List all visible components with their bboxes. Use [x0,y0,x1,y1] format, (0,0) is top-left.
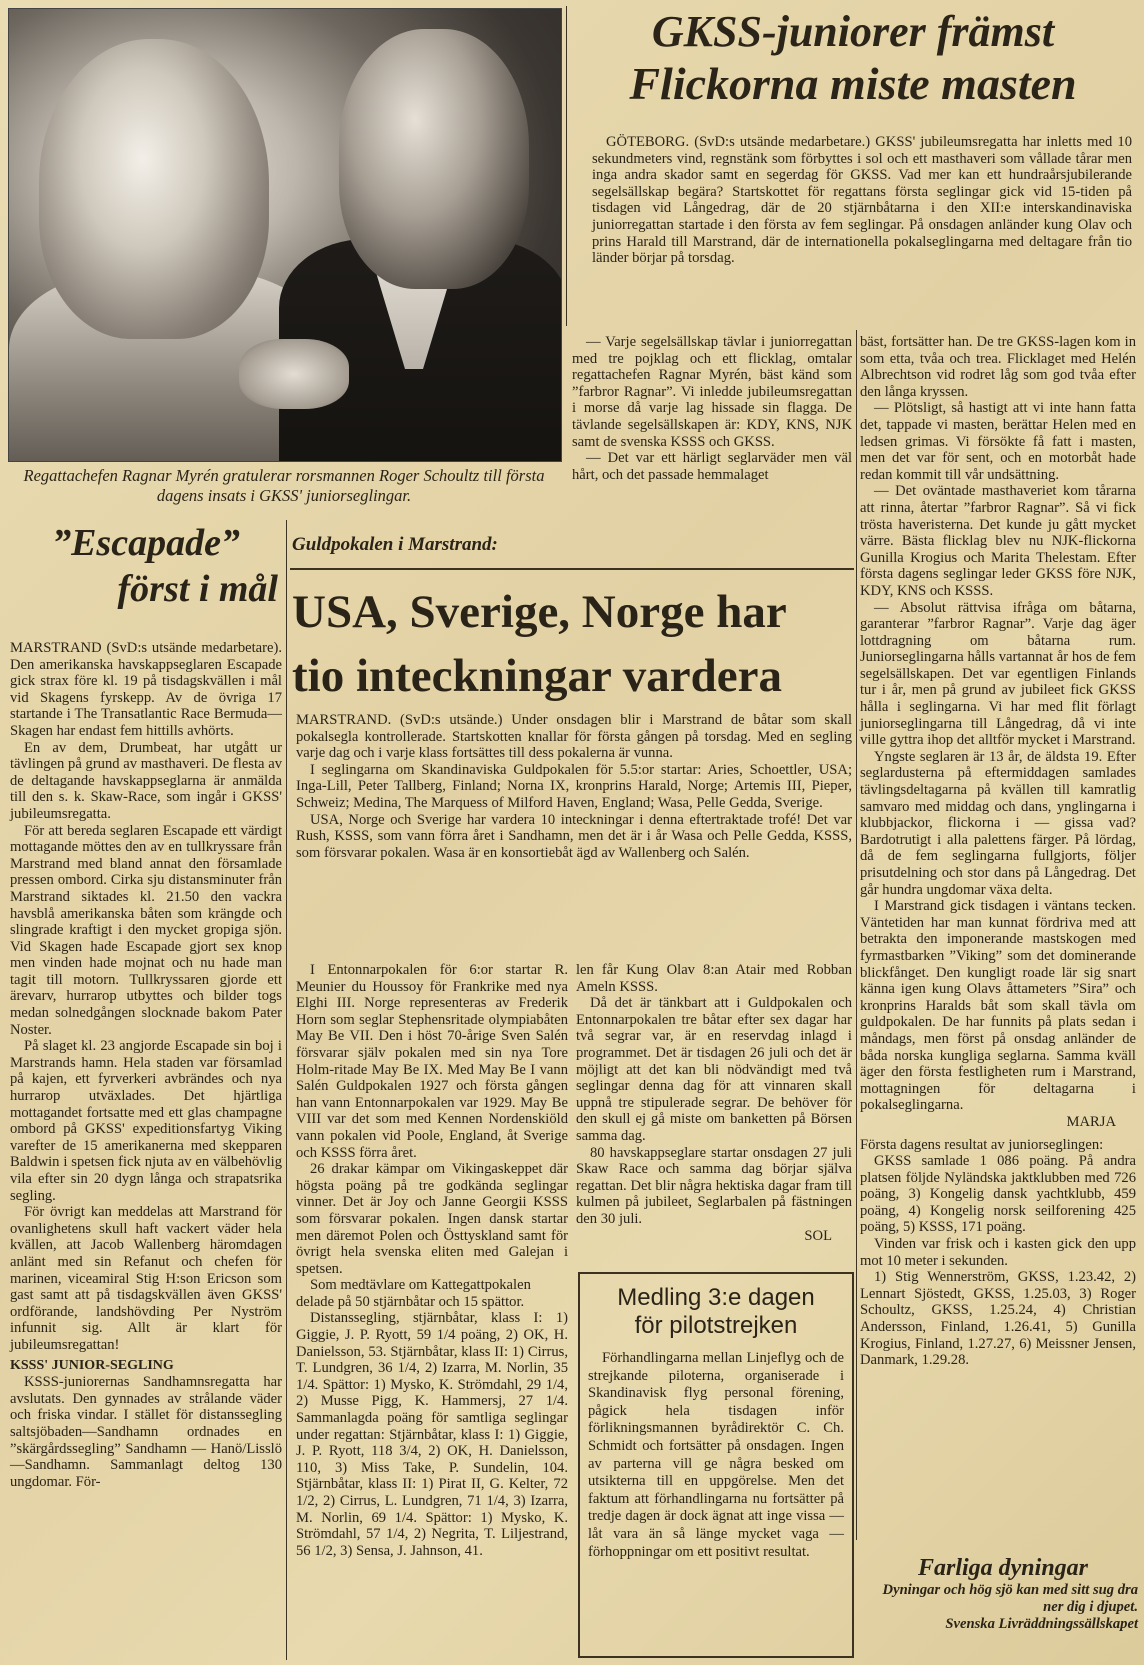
farliga-source: Svenska Livräddningssällskapet [945,1616,1138,1632]
medling-title [580,1284,852,1340]
photo-handshake [239,339,349,409]
guldpokalen-col-b-p3: 80 havskappseglare startar onsdagen 27 juli Skaw Race och samma dag börjar själva regattan. Det blir några hektiska dagar fram till kulmen på jubileet, Seglarbalen på fästningen den 30 juli. [576,1144,852,1227]
escapade-p4: På slaget kl. 23 angjorde Escapade sin boj i Marstrands hamn. Hela staden var församlad på kajen, ett fyrverkeri avbrändes och nya hurrarop utväxlades. Det hjärtliga mottagandet fortsatte med ett glas champagne ombord på GKSS' expeditionsfartyg Viking varefter de 15 amerikanerna med skepparen Baldwin i spetsen fick njuta av en välbehövlig vila efter sin 20 dygn långa och strapatsrika segling. [10,1038,282,1204]
results-intro: Första dagens resultat av juniorseglingen: [860,1136,1104,1153]
main-headline-line1: GKSS-juniorer främst [651,7,1055,56]
guldpokalen-lead [296,712,852,861]
guldpokalen-kicker: Guldpokalen i Marstrand: [292,534,498,555]
guldpokalen-lead-p2: I seglingarna om Skandinaviska Guldpokalen för 5.5:or startar: Aries, Schoettler, USA; Inga-Lill, Peter Tallberg, Finland; Norna IX, kronprins Harald, Norge; Artemis III, Pieper, Schweiz; Medina, The Marquess of Milford Haven, England; Wasa, Pelle Gedda, Sverige. [296,761,852,811]
farliga-text: Dyningar och hög sjö kan med sitt sug dra ner dig i djupet. [882,1582,1138,1615]
medling-box [578,1272,854,1658]
guldpokalen-col-a-p1: I Entonnarpokalen för 6:or startar R. Meunier du Houssoy för Frankrike med nya Elghi III. Norge representeras av Frederik Horn som seglar Stephensritade olympiabåten May Be VII. Den i höst 70-årige Sven Salén försvarar själv pokalen med sin nya Tore Holm-ritade May Be IX. Med May Be I vann Salén Guldpokalen 1927 och första gången han vann Entonnarpokalen var 1929. May Be VIII var det som med Kennen Nordenskiöld vann pokalen vid Poole, England, åt Sverige och KSSS förra året. [296,962,568,1161]
results-p2: Vinden var frisk och i kasten gick den upp mot 10 meter i sekunden. [860,1236,1136,1269]
farliga-title: Farliga dyningar [917,1555,1089,1581]
main-headline-line2: Flickorna miste masten [629,58,1077,109]
photo-regatta-handshake [8,8,562,462]
guldpokalen-lead-p3: USA, Norge och Sverige har vardera 10 inteckningar i denna eftertraktade trofé! Det var Rush, KSSS, som vann förra året i Sandhamn, men det är i år Wasa och Pelle Gedda, KSSS, som försvarar pokalen. Wasa är en konsortiebåt ägd av Wallenberg och Salén. [296,811,852,861]
escapade-p2: En av dem, Drumbeat, har utgått ur tävlingen på grund av masthaveri. De flesta av de deltagande havskappseglarna är anmälda till den s. k. Skaw-Race, som ingår i GKSS' jubileumsregatta. [10,739,282,822]
main-col2-p1: bäst, fortsätter han. De tre GKSS-lagen kom in som etta, tvåa och trea. Flicklaget med Helén Albrechtson vid rodret låg som god tvåa efter den långa kryssen. [860,334,1136,400]
guldpokalen-headline-line2: tio inteckningar vardera [292,650,782,702]
results-p1: GKSS samlade 1 086 poäng. På andra platsen följde Nyländska jaktklubben med 726 poäng, 3) Kongelig dansk yachtklubb, 459 poäng, 4) Kongelig norsk seilforening 425 poäng, 5) KSSS, 171 poäng. [860,1153,1136,1236]
main-col2-p2: — Plötsligt, så hastigt att vi inte hann fatta det, tappade vi masten, berättar Helen med en ledsen grimas. Vi försökte få fatt i masten, men det var för sent, och en motorbåt hade redan kommit till vår undsättning. [860,400,1136,483]
main-col2-p5: Yngste seglaren är 13 år, de äldsta 19. Efter seglardusterna på eftermiddagen samlades tävlingsdeltagarna på kvällen till kamratlig samvaro med middag och dans, ynglingarna i klubbjackor, flickorna i — gissa vad? Bardotrutigt i alla palettens färger. På lördag, då de fem seglingarna fullgjorts, följer prisutdelning och stor dans på Långedrag. Det går hundra ungdomar växa delta. [860,748,1136,898]
escapade-p5: För övrigt kan meddelas att Marstrand för ovanlighetens skull haft vackert väder hela kvällen, att Jacob Wallenberg häromdagen anlänt med sin Refanut och chefen för marinen, viceamiral Stig H:son Ericson som gast samt att på tisdagskvällen även GKSS' ordförande, landshövding Per Nyström infunnit sig. Allt är klart för jubileumsregattan! [10,1204,282,1353]
column-rule [286,520,287,1660]
photo-figure-right-head [339,29,529,289]
guldpokalen-col-a [296,962,568,1559]
photo-figure-left-head [39,39,269,339]
main-col1-p1: — Varje segelsällskap tävlar i juniorregattan med tre pojklag och ett flicklag, omtalar regattachefen Ragnar Myrén, bäst känd som ”farbror Ragnar”. Vi inledde jubileumsregattan i morse då varje lag hissade sin flagga. De tävlande segelsällskapen är: KDY, KNS, NJK samt de svenska KSSS och GKSS. [572,334,852,450]
guldpokalen-signature: SOL [804,1227,832,1244]
column-rule [566,6,567,326]
medling-title-line1: Medling 3:e dagen [617,1284,815,1311]
main-col2 [860,334,1136,1369]
escapade-headline-line2: först i mål [117,568,278,610]
guldpokalen-col-a-p4: delade på 50 stjärnbåtar och 15 spättor. [296,1293,525,1310]
escapade-p3: För att bereda seglaren Escapade ett värdigt mottagande möttes den av en tullkryssare från Marstrand med bland annat den församlade pressen ombord. Cirka sju distansminuter från Marstrand siktades kl. 21.50 den vackra havsblå amerikanska båten som krängde och slingrade kraftigt i den mycket gropiga sjön. Vid Skagen hade Escapade gjort sex knop men vinden hade mojnat och nu hade man tagit till motorn. Tullkryssaren gjorde ett ärevarv, hurrarop utbyttes och bilder togs medan solnedgången slocknade bakom Pater Noster. [10,822,282,1038]
main-col2-p4: — Absolut rättvisa ifråga om båtarna, garanterar ”farbror Ragnar”. Varje dag äger lottdragning om båtarna rum. Juniorseglingarna hålls vartannat år hos de fem segelsällskapen. Det var egentligen Finlands tur i år, men på grund av jubileet fick GKSS hålla i seglingarna. Vi har med flit förlagt juniorseglingarna till Långedrag, då vi inte ville gyttra ihop det alltför mycket i Marstrand. [860,599,1136,749]
column-rule [856,330,857,1540]
ksss-p1: KSSS-juniorernas Sandhamnsregatta har avslutats. Den gynnades av strålande väder och friska vindar. I stället för distanssegling saltsjöbaden—Sandhamn ordnades en ”skärgårdssegling” Sandhamn — Hanö/Lisslö —Sandhamn. Sammanlagt deltog 130 ungdomar. För- [10,1374,282,1490]
main-col2-p6: I Marstrand gick tisdagen i väntans tecken. Väntetiden har man kunnat fördriva med att betrakta den imponerande mastskogen med fyrmastbarken ”Viking” som det dominerande blickfånget. Den kungligt roade lär sig snart känna igen kung Olavs åttameters ”Sira” och kronprins Haralds båt som skall tävla om guldpokalen. De har funnits på plats sedan i måndags, men först på onsdag anländer de båda norska kungliga seglarna. Samma kväll äger den första festligheten rum i Marstrand, mottagningen för deltagarna i pokalseglingarna. [860,898,1136,1114]
guldpokalen-col-a-p3: Som medtävlare om Kattegattpokalen [310,1277,531,1294]
guldpokalen-headline-line1: USA, Sverige, Norge har [292,586,787,638]
headline-rule [290,568,854,570]
photo-caption: Regattachefen Ragnar Myrén gratulerar rorsmannen Roger Schoultz till första dagens insats i GKSS' juniorseglingar. [23,466,545,505]
main-headline [570,6,1136,110]
main-col1-p2: — Det var ett härligt seglarväder men väl hårt, och det passade hemmalaget [572,450,852,483]
main-col2-p3: — Det oväntade masthaveriet kom tårarna att rinna, återtar ”farbror Ragnar”. Så vi fick trösta haveristerna. Det kunde ju gått mycket värre. Bästa flicklag blev nu NJK-flickorna Gunilla Krogius och Marita Thelestam. Efter första dagens seglingar leder GKSS före NJK, KDY, KNS och KSSS. [860,483,1136,599]
results-p3: 1) Stig Wennerström, GKSS, 1.23.42, 2) Lennart Sjöstedt, GKSS, 1.25.03, 3) Roger Schoultz, GKSS, 1.25.24, 4) Christian Andersson, Finland, 1.26.41, 5) Gunilla Krogius, Finland, 1.27.27, 6) Meissner Jensen, Danmark, 1.29.28. [860,1269,1136,1369]
main-lead-text: GÖTEBORG. (SvD:s utsände medarbetare.) GKSS' jubileumsregatta har inletts med 10 sekundmeters vind, regnstänk som förbyttes i sol och ett masthaveri som vållade tårar men inga andra skador samt en segerdag för GKSS. Vad mer kan ett hundraårsjubilerande segelsällskap begära? Startskottet för regattans första seglingar gick vid 15-tiden på tisdagen vid Långedrag, där de 20 stjärnbåtarna i den XII:e interskandinaviska juniorregattan startade i den första av fem seglingar. På onsdagen anländer kung Olav och prins Harald till Marstrand, där de internationella pokalseglingarna med deltagare från tio länder börjar på torsdag. [592,134,1132,267]
escapade-p1: MARSTRAND (SvD:s utsände medarbetare). Den amerikanska havskappseglaren Escapade gick strax före kl. 19 på tisdagskvällen i mål vid Skagens fyrskepp. Av de övriga 17 startande i The Transatlantic Race Bermuda—Skagen har endast fem hittills avhörts. [10,640,282,739]
medling-body [580,1350,852,1561]
main-signature: MARJA [1066,1113,1116,1130]
guldpokalen-col-b-p2: Då det är tänkbart att i Guldpokalen och Entonnarpokalen tre båtar efter sex dagar har två segrar var, är en reservdag inlagd i programmet. Det är tisdagen 26 juli och det är möjligt att det kan bli nödvändigt med två seglingar denna dag för att vinnaren skall uppnå tre stipulerade segrar. De behöver för den skull ej gå miste om banketten på Börsen samma dag. [576,995,852,1144]
guldpokalen-col-a-p2: 26 drakar kämpar om Vikingaskeppet där högsta poäng på tre godkända seglingar vinner. Det är Joy och Janne Georgii KSSS som försvarar pokalen. Ingen dansk startar men däremot Polen och Östtyskland samt för övrigt hela svenska eliten med Galejan i spetsen. [296,1161,568,1277]
guldpokalen-col-b [576,962,852,1244]
medling-text: Förhandlingarna mellan Linjeflyg och de strejkande piloterna, organiserade i Skandinavisk flyg personal förening, pågick hela tisdagen inför förlikningsmannen byrådirektör C. Ch. Schmidt och fortsätter på onsdagen. Ingen av parterna vill ge några besked om utsikterna till en uppgörelse. Men det faktum att förhandlingarna nu fortsätter på tredje dagen är dock ägnat att inge vissa — låt vara än så länge mycket vaga — förhoppningar om ett positivt resultat. [588,1350,844,1560]
guldpokalen-lead-p1: MARSTRAND. (SvD:s utsände.) Under onsdagen blir i Marstrand de båtar som skall pokalsegla kontrollerade. Startskotten knallar för första gången på torsdag. Med en segling varje dag och i varje klass fortsättes till dess pokalerna är vunna. [296,712,852,762]
escapade-headline [8,520,284,612]
escapade-body [10,640,282,1490]
escapade-headline-line1: ”Escapade” [52,522,240,564]
ksss-subhead: KSSS' JUNIOR-SEGLING [10,1357,174,1373]
medling-title-line2: för pilotstrejken [634,1312,798,1339]
farliga-notice [864,1555,1142,1633]
guldpokalen-col-b-p1: len får Kung Olav 8:an Atair med Robban Ameln KSSS. [576,962,852,995]
guldpokalen-headline [292,580,852,708]
main-lead [592,134,1132,267]
guldpokalen-col-a-p5: Distanssegling, stjärnbåtar, klass I: 1) Giggie, J. P. Ryott, 59 1/4 poäng, 2) OK, H. Danielsson, 53. Stjärnbåtar, klass II: 1) Cirrus, T. Lundgren, 36 1/4, 2) Izarra, M. Norlin, 35 1/4. Spättor: 1) Mysko, K. Strömdahl, 29 1/4, 2) Musse Pigg, K. Hammersj, 27 1/4. Sammanlagda poäng för samtliga seglingar under regattan: Stjärnbåtar, klass I: 1) Giggie, J. P. Ryott, 118 3/4, 2) OK, H. Danielsson, 110, 3) Miss Take, P. Sundelin, 104. Stjärnbåtar, klass II: 1) Pirat II, G. Kelter, 72 1/2, 2) Cirrus, L. Lundgren, 71 1/4, 3) Izarra, M. Norlin, 69 1/4. Spättor: 1) Mysko, K. Strömdahl, 57 1/4, 2) Negrita, T. Liljestrand, 56 1/2, 3) Sensa, J. Jahnson, 41. [296,1310,568,1559]
main-col1 [572,334,852,483]
